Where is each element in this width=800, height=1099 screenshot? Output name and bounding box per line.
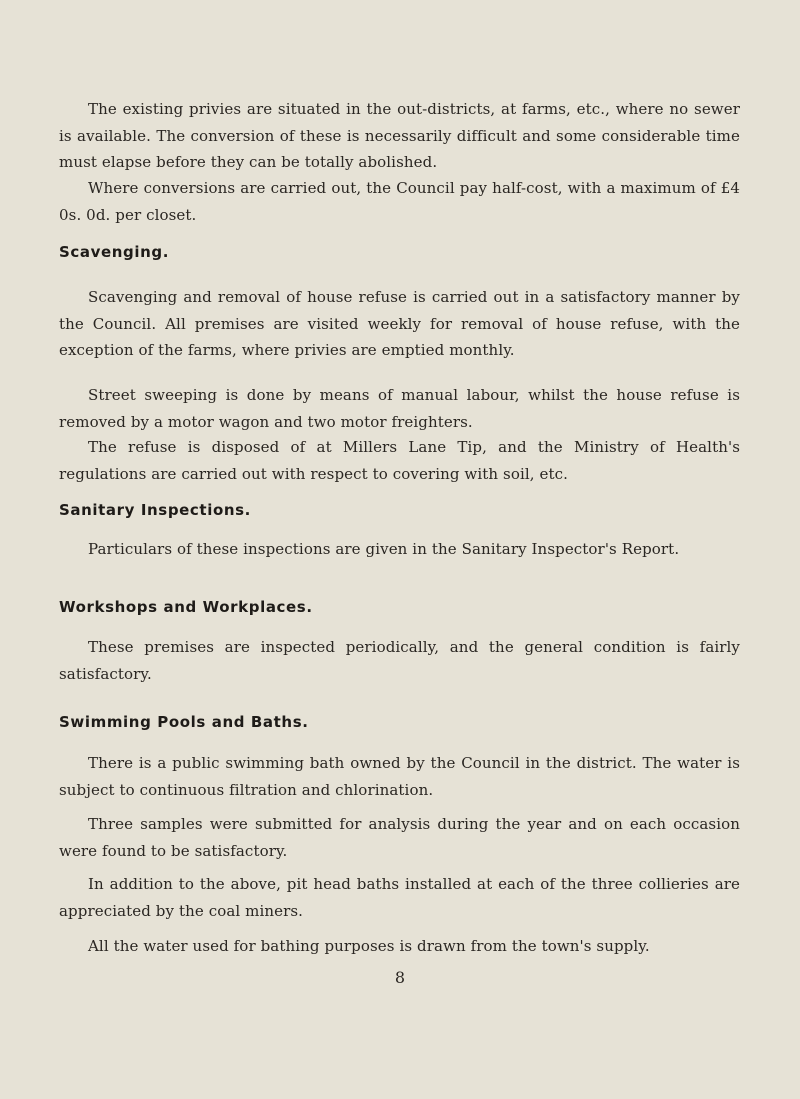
- scavenging-paragraph-3: The refuse is disposed of at Millers Lane Tip, and the Ministry of Health's regulations are carried out with respect to covering with soil, etc.: [59, 438, 740, 483]
- swimming-heading: Swimming Pools and Baths.: [59, 713, 309, 731]
- workshops-paragraph-1: These premises are inspected periodically, and the general condition is fairly satisfactory.: [59, 638, 740, 683]
- scavenging-paragraph-1: Scavenging and removal of house refuse is carried out in a satisfactory manner by the Council. All premises are visited weekly for removal of house refuse, with the exception of the farms, where privies are emptied monthly.: [59, 288, 740, 359]
- swimming-paragraph-2: Three samples were submitted for analysis during the year and on each occasion were found to be satisfactory.: [59, 815, 740, 860]
- scavenging-paragraph-2: Street sweeping is done by means of manual labour, whilst the house refuse is removed by a motor wagon and two motor freighters.: [59, 386, 740, 431]
- page-number: 8: [394, 968, 406, 987]
- intro-paragraph-1: The existing privies are situated in the out-districts, at farms, etc., where no sewer is available. The conversion of these is necessarily difficult and some considerable time must elapse before they can be totally abolished.: [59, 100, 740, 171]
- swimming-paragraph-3: In addition to the above, pit head baths installed at each of the three collieries are appreciated by the coal miners.: [59, 875, 740, 920]
- workshops-heading: Workshops and Workplaces.: [59, 598, 313, 616]
- swimming-paragraph-4: All the water used for bathing purposes is drawn from the town's supply.: [88, 937, 650, 955]
- sanitary-inspections-heading: Sanitary Inspections.: [59, 501, 251, 519]
- intro-paragraph-2: Where conversions are carried out, the Council pay half-cost, with a maximum of £4 0s. 0d. per closet.: [59, 179, 740, 224]
- swimming-paragraph-1: There is a public swimming bath owned by the Council in the district. The water is subject to continuous filtration and chlorination.: [59, 754, 740, 799]
- scavenging-heading: Scavenging.: [59, 243, 170, 261]
- sanitary-paragraph-1: Particulars of these inspections are given in the Sanitary Inspector's Report.: [88, 540, 680, 558]
